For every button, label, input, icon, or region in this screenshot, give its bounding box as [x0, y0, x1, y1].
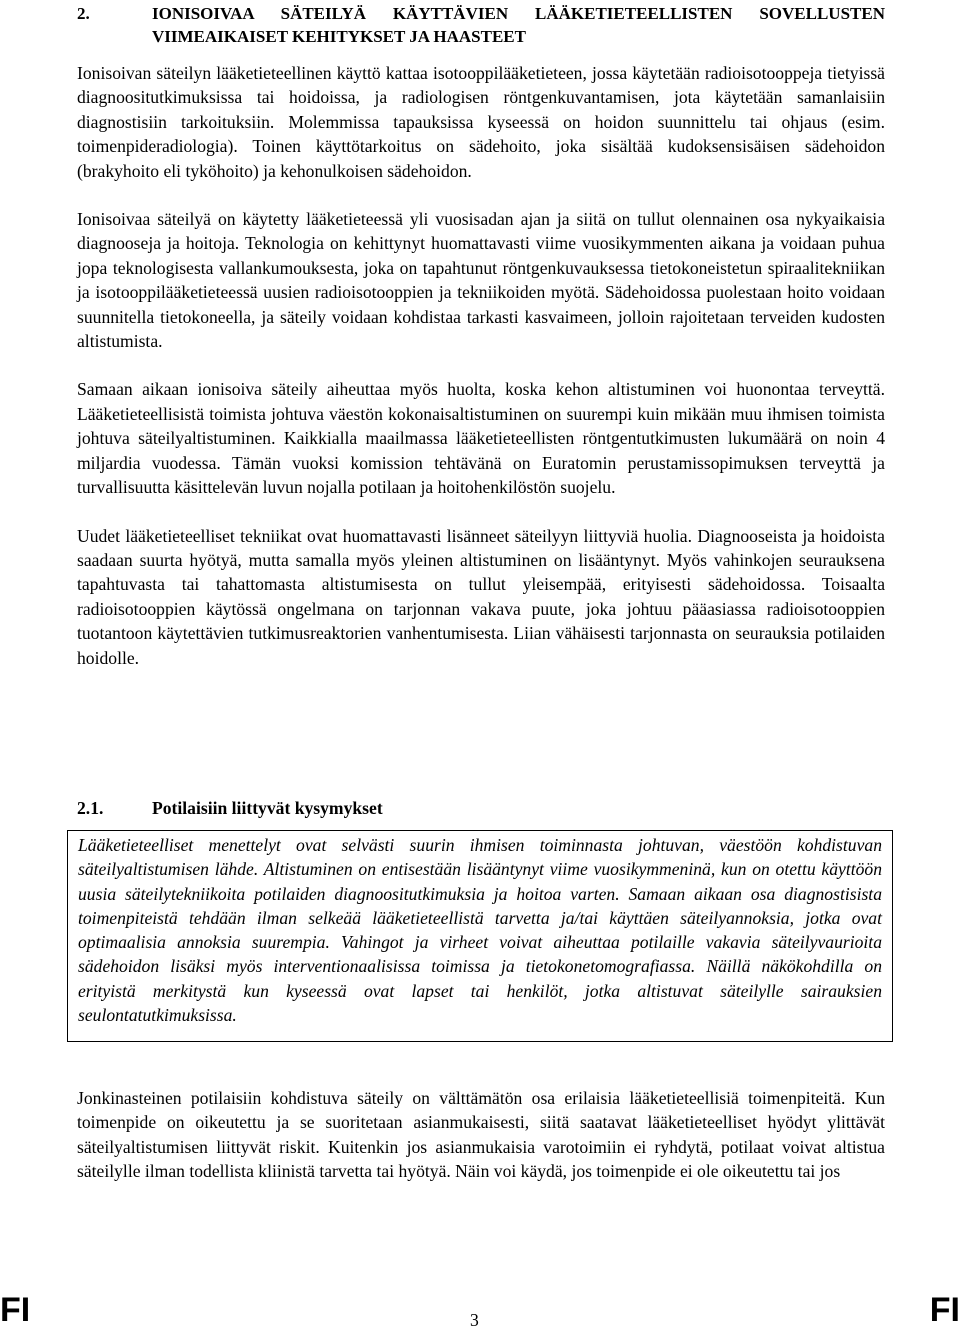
- section-title: IONISOIVAA SÄTEILYÄ KÄYTTÄVIEN LÄÄKETIETEELLISTEN SOVELLUSTEN VIIMEAIKAISET KEHITYKSET JA HAASTEET: [152, 4, 885, 46]
- page-number: 3: [470, 1310, 479, 1330]
- subsection-number: 2.1.: [77, 798, 104, 818]
- body-paragraph-1: Ionisoivan säteilyn lääketieteellinen käyttö kattaa isotooppilääketieteen, jossa käytetään radioisotooppeja tietyissä diagnoositutkimuksissa tai hoidoissa, ja radiologisen röntgenkuvantamisen, jota käytetään samanlaisiin diagnostisiin tarkoituksiin. Molemmissa tapauksissa kyseessä on hoidon suunnittelu tai ohjaus (esim. toimenpideradiologia). Toinen käyttötarkoitus on sädehoito, joka sisältää kudoksensisäisen sädehoidon (brakyhoito eli tyköhoito) ja kehonulkoisen sädehoidon.: [77, 63, 885, 181]
- subsection-title: Potilaisiin liittyvät kysymykset: [152, 798, 383, 818]
- subsection-heading: [77, 796, 885, 820]
- body-paragraph-4: Uudet lääketieteelliset tekniikat ovat huomattavasti lisänneet säteilyyn liittyviä huolia. Diagnooseista ja hoidoista saadaan suurta hyötyä, mutta samalla myös yleinen altistuminen on lisääntynyt. Myös vahinkojen seurauksena tapahtuvasta tai tahattomasta altistumisesta on tullut yleisempää, erityisesti sädehoidossa. Toisaalta radioisotooppien käytössä ongelmana on tarjonnan vakava puute, joka johtuu pääasiassa radioisotooppien tuotantoon käytettävien tutkimusreaktorien vanhentumisesta. Liian vähäisesti tarjonnasta on seurauksia potilaiden hoidolle.: [77, 525, 885, 668]
- footer-language-code-right: FI: [929, 1291, 960, 1329]
- body-paragraph-2: Ionisoivaa säteilyä on käytetty lääketieteessä yli vuosisadan ajan ja siitä on tullut olennainen osa nykyaikaisia diagnooseja ja hoitoja. Teknologia on kehittynyt huomattavasti viime vuosikymmenten aikana ja voidaan puhua jopa teknologisesta vallankumouksesta, joka on tapahtunut röntgenkuvauksessa tietokoneistetun spiraalitekniikan ja isotooppilääketieteessä uusien radioisotooppien ja tekniikoiden myötä. Sädehoidossa puolestaan hoito voidaan suunnitella tietokoneella, ja säteily voidaan kohdistaa tarkasti kasvaimeen, jolloin rajoitetaan terveiden kudosten altistumista.: [77, 209, 885, 352]
- section-number: 2.: [77, 4, 90, 23]
- closing-paragraph: Jonkinasteinen potilaisiin kohdistuva säteily on välttämätön osa erilaisia lääketieteellisiä toimenpiteitä. Kun toimenpide on oikeutettu ja se suoritetaan asianmukaisesti, siitä saatavat lääketieteelliset hyödyt ylittävät säteilyaltistumisen liittyvät riskit. Kuitenkin jos asianmukaisia varotoimiin ei ryhdytä, potilaat voivat altistua säteilylle ilman todellista kliinistä tarvetta tai hyötyä. Näin voi käydä, jos toimenpide ei ole oikeutettu tai jos: [77, 1088, 885, 1182]
- closing-section: [77, 1086, 885, 1208]
- section-body: [77, 61, 885, 694]
- footer-language-code-left: FI: [0, 1291, 31, 1329]
- boxed-summary: Lääketieteelliset menettelyt ovat selvästi suurin ihmisen toiminnasta johtuvan, väestöön kohdistuvan säteilyaltistumisen lähde. Altistuminen on entisestään lisääntynyt viime vuosikymmeninä, kun on otettu käyttöön uusia säteilytekniikoita potilaiden diagnoositutkimuksia ja hoitoa varten. Samaan aikaan osa diagnostisista toimenpiteistä tehdään ilman selkeää lääketieteellistä tarvetta ja/tai käyttäen säteilyannoksia, jotka ovat optimaalisia annoksia suurempia. Vahingot ja virheet voivat aiheuttaa potilaille vakavia säteilyvaurioita sädehoidon lisäksi myös interventionaalisissa toimissa ja tietokonetomografiassa. Näillä näkökohdilla on erityistä merkitystä kun kyseessä ovat lapset tai henkilöt, jotka altistuvat säteilylle sairauksien seulontatutkimuksissa.: [67, 830, 893, 1042]
- body-paragraph-3: Samaan aikaan ionisoiva säteily aiheuttaa myös huolta, koska kehon altistuminen voi huonontaa terveyttä. Lääketieteellisistä toimista johtuva väestön kokonaisaltistuminen on suurempi kuin mikään muu ihmisen toimista johtuva säteilyaltistuminen. Kaikkialla maailmassa lääketieteellisten röntgentutkimusten lukumäärä on noin 4 miljardia vuodessa. Tämän vuoksi komission tehtävänä on Euratomin perustamissopimuksen terveyttä ja turvallisuutta käsittelevän luvun nojalla potilaan ja hoitohenkilöstön suojelu.: [77, 379, 885, 498]
- section-heading: [77, 2, 885, 48]
